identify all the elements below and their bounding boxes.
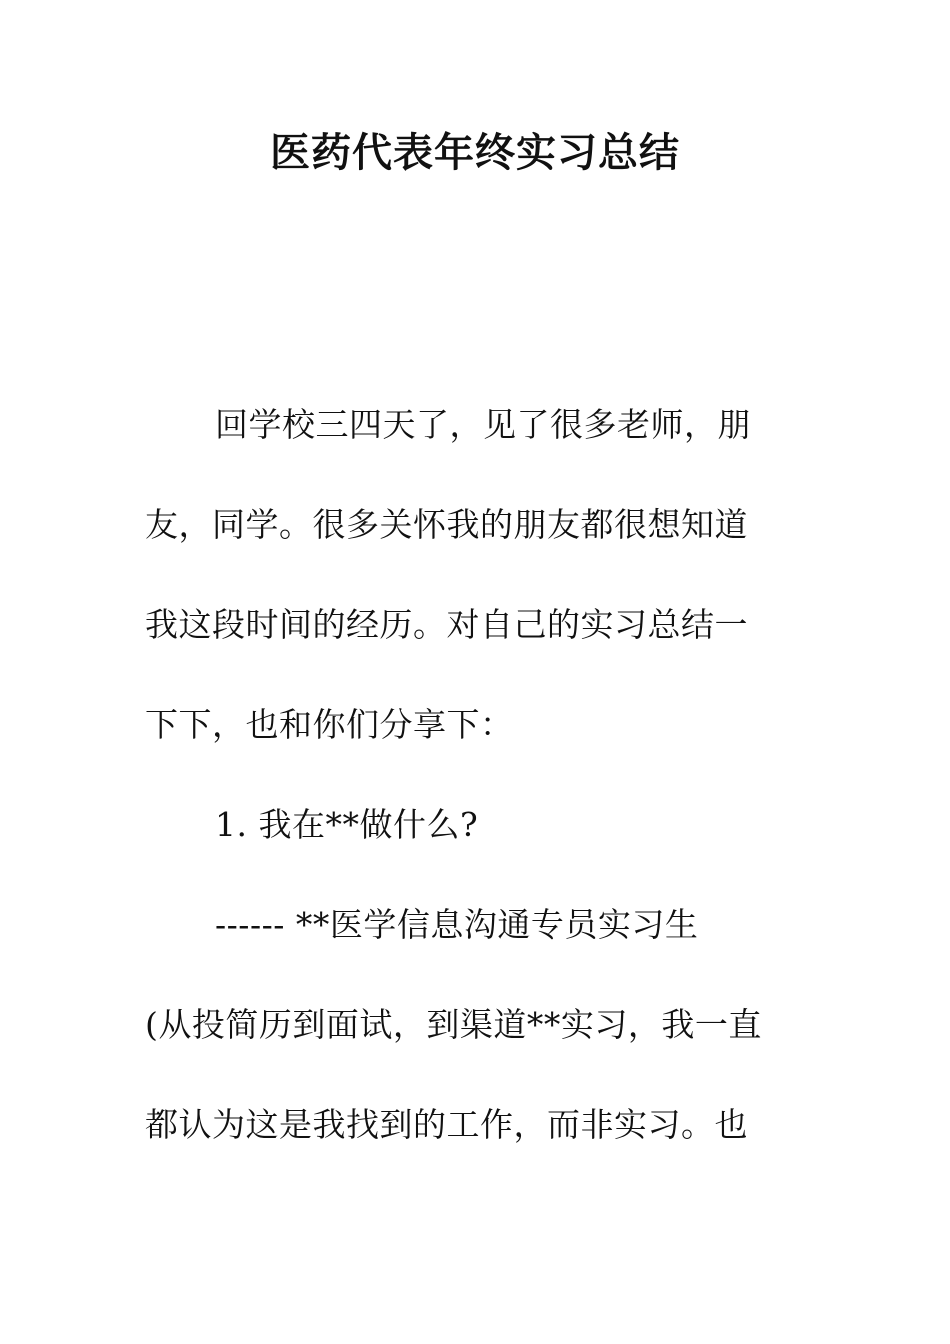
paragraph-line: 下下，也和你们分享下： [145,705,514,744]
numbered-item-line: 1. 我在**做什么? [215,805,479,844]
paragraph-line: (从投简历到面试，到渠道**实习，我一直 [145,1005,762,1044]
paragraph-line: 友，同学。很多关怀我的朋友都很想知道 [145,505,748,544]
paragraph-line: 我这段时间的经历。对自己的实习总结一 [145,605,748,644]
paragraph-line: 回学校三四天了，见了很多老师，朋 [215,405,751,444]
paragraph-line: 都认为这是我找到的工作，而非实习。也 [145,1105,748,1144]
document-title: 医药代表年终实习总结 [270,129,680,176]
paragraph-line: ------ **医学信息沟通专员实习生 [215,905,699,944]
